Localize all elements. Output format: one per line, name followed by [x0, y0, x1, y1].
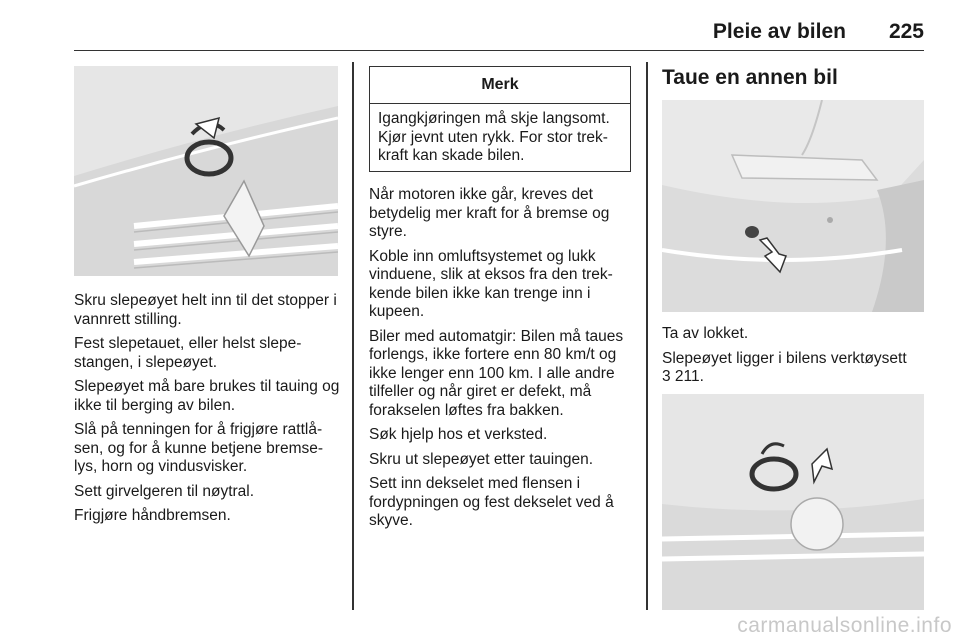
- paragraph: Når motoren ikke går, kreves det betydelig mer kraft for å bremse og styre.: [369, 186, 610, 240]
- paragraph: Frigjøre håndbremsen.: [74, 507, 231, 524]
- column-divider: [352, 62, 354, 610]
- section-title: Pleie av bilen: [712, 20, 846, 43]
- front-tow-eye-illustration: [74, 66, 338, 276]
- note-text: Igangkjøringen må skje langsomt. Kjør jevnt uten rykk. For stor trek-kraft kan skade bilen.: [378, 110, 610, 164]
- paragraph: Sett girvelgeren til nøytral.: [74, 482, 255, 500]
- section-heading: Taue en annen bil: [662, 66, 838, 89]
- rear-tow-eye-illustration: [662, 394, 924, 610]
- paragraph: Slå på tenningen for å frigjøre rattlå-sen, og for å kunne betjene bremse-lys, horn og vindusvisker.: [74, 421, 324, 475]
- paragraph: Slepeøyet må bare brukes til tauing og ikke til berging av bilen.: [74, 378, 340, 414]
- paragraph: Sett inn dekselet med flensen i fordypningen og fest dekselet ved å skyve.: [369, 475, 614, 529]
- paragraph: Ta av lokket.: [662, 325, 749, 342]
- paragraph: Biler med automatgir: Bilen må taues forlengs, ikke fortere enn 80 km/t og ikke lenger enn 100 km. I alle andre tilfeller og når giret er defekt, må forakselen løftes fra bakken.: [369, 327, 624, 419]
- paragraph: Slepeøyet ligger i bilens verktøysett: [662, 349, 907, 367]
- rear-bumper-illustration: [662, 100, 924, 312]
- paragraph: Koble inn omluftsystemet og lukk vinduene, slik at eksos fra den trek-kende bilen ikke kan trenge inn i kupeen.: [369, 247, 613, 320]
- page-number: 225: [888, 20, 924, 43]
- page-header: [74, 0, 924, 51]
- right-text-column: [662, 325, 924, 393]
- column-divider: [646, 62, 648, 610]
- paragraph: Skru ut slepeøyet etter tauingen.: [369, 450, 594, 468]
- left-text-column: [74, 292, 342, 532]
- cross-reference: 3 211.: [662, 368, 704, 385]
- paragraph: Fest slepetauet, eller helst slepe-stangen, i slepeøyet.: [74, 335, 302, 371]
- note-box: [369, 66, 631, 172]
- middle-text-column: [369, 186, 635, 537]
- paragraph: Skru slepeøyet helt inn til det stopper i vannrett stilling.: [74, 292, 337, 328]
- note-title: Merk: [370, 67, 630, 104]
- watermark: carmanualsonline.info: [737, 614, 952, 637]
- paragraph: Søk hjelp hos et verksted.: [369, 426, 548, 443]
